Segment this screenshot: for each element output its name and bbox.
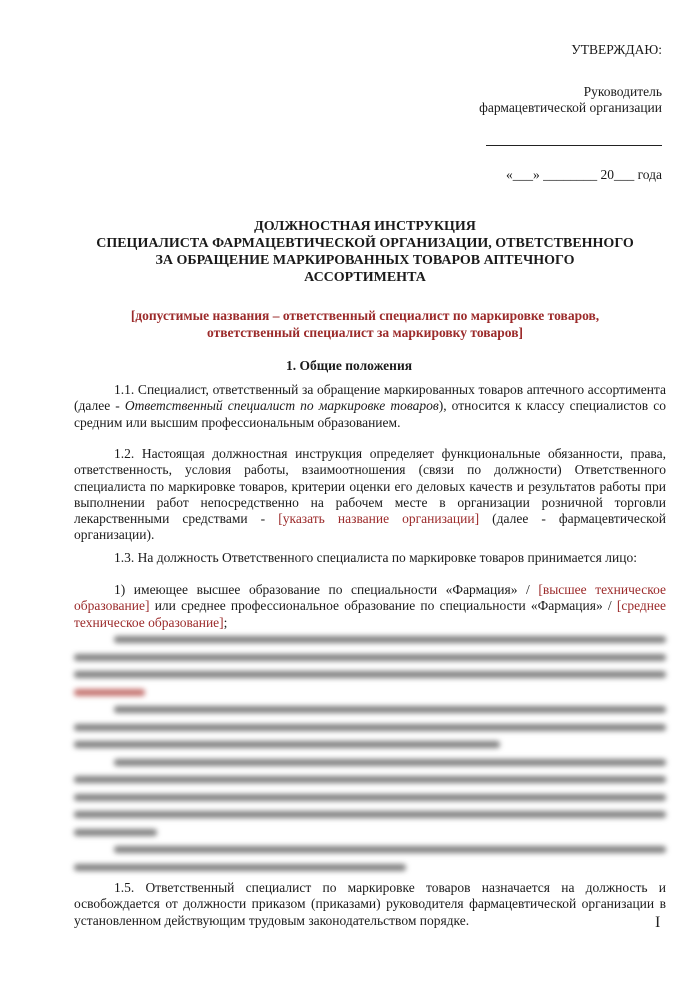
approval-date: «___» ________ 20___ года xyxy=(505,167,662,182)
p1-3-1-placeholder-1: [высшее техническое образование] xyxy=(74,582,666,614)
paragraph-1-1 xyxy=(74,382,666,431)
p1-3-1-text-3: ; xyxy=(223,614,228,630)
approval-role-line1: Руководитель xyxy=(583,84,662,99)
p1-2-placeholder: [указать название организации] xyxy=(278,511,480,527)
title-line: ЗА ОБРАЩЕНИЕ МАРКИРОВАННЫХ ТОВАРОВ АПТЕЧНОГО xyxy=(155,253,575,268)
signature-line xyxy=(486,145,662,146)
paragraph-1-5 xyxy=(74,880,666,929)
title-line: АССОРТИМЕНТА xyxy=(304,270,426,285)
allowed-names-line2: ответственный специалист за маркировку товаров] xyxy=(207,325,523,340)
p1-3-1-text-2: или среднее профессиональное образование по специальности «Фармация» / xyxy=(149,598,617,614)
p1-3-1-placeholder-2: [среднее техническое образование] xyxy=(74,598,666,630)
blurred-text-region xyxy=(74,636,666,872)
section-title: 1. Общие положения xyxy=(285,358,413,373)
paragraph-1-2 xyxy=(74,446,666,544)
p1-3-text: 1.3. На должность Ответственного специалиста по маркировке товаров принимается лицо: xyxy=(114,550,637,565)
approval-role xyxy=(479,84,662,116)
paragraph-1-3-item-1 xyxy=(74,582,666,631)
approval-role-line2: фармацевтической организации xyxy=(479,100,662,115)
p1-2-text-end: (далее - фармацевтической организации). xyxy=(74,511,666,543)
allowed-names-note xyxy=(40,307,690,341)
p1-1-italic: Ответственный специалист по маркировке товаров xyxy=(124,398,439,414)
document-title xyxy=(40,218,690,286)
p1-5-text: 1.5. Ответственный специалист по маркировке товаров назначается на должность и освобождается от должности приказом (приказами) руководителя фармацевтической организации в установленном действующим трудовым законодательством порядке. xyxy=(74,880,666,928)
approval-title: УТВЕРЖДАЮ: xyxy=(571,42,662,57)
title-line: СПЕЦИАЛИСТА ФАРМАЦЕВТИЧЕСКОЙ ОРГАНИЗАЦИИ, ОТВЕТСТВЕННОГО xyxy=(96,236,634,251)
allowed-names-line1: [допустимые названия – ответственный специалист по маркировке товаров, xyxy=(130,308,600,323)
p1-3-1-text: 1) имеющее высшее образование по специальности «Фармация» / xyxy=(114,582,539,597)
p1-2-text: 1.2. Настоящая должностная инструкция определяет функциональные обязанности, права, ответственность, условия работы, взаимоотношения (связи по должности) Ответственного специалиста по маркировке товаров, критерии оценки его деловых качеств и результатов работы при выполнении работ непосредственно на рабочем месте в организации розничной торговли лекарственными средствами - xyxy=(74,446,666,527)
paragraph-1-3 xyxy=(74,550,666,566)
p1-1-text: 1.1. Специалист, ответственный за обращение маркированных товаров аптечного ассортимента (далее - xyxy=(74,382,666,414)
title-line: ДОЛЖНОСТНАЯ ИНСТРУКЦИЯ xyxy=(254,219,476,234)
text-cursor-icon: Ι xyxy=(655,914,661,931)
p1-1-text-end: ), относится к классу специалистов со средним или высшим профессиональным образованием. xyxy=(74,398,666,430)
